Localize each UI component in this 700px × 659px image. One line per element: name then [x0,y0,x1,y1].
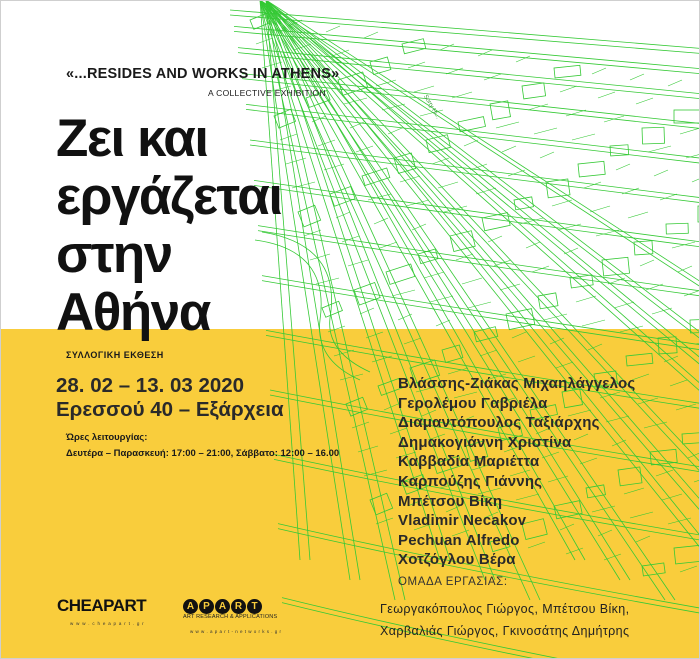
artist-name: Vladimir Necakov [398,512,527,530]
artist-name: Καρπούζης Γιάννης [398,472,543,490]
artist-list [398,374,635,570]
cheapart-logo: CHEAPART [57,596,147,615]
team-members-line-2: Χαρβαλιάς Γιώργος, Γκινοσάτης Δημήτρης [380,624,630,638]
artist-name: Δημακογιάννη Χριστίνα [398,433,572,451]
artist-name: Μπέτσου Βίκη [398,492,503,510]
exhibition-address: Ερεσσού 40 – Εξάρχεια [56,398,284,421]
team-label: ΟΜΑΔΑ ΕΡΓΑΣΙΑΣ: [398,576,508,588]
exhibition-label: ΣΥΛΛΟΓΙΚΗ ΕΚΘΕΣΗ [66,350,164,360]
map-street-label: Sorry Hi... [422,93,441,121]
english-title: «...RESIDES AND WORKS IN ATHENS» [66,66,340,82]
artist-name: Διαμαντόπουλος Ταξιάρχης [398,414,600,432]
apart-letter: A [183,599,198,614]
english-subtitle: A COLLECTIVE EXHIBITION [208,88,326,98]
apart-letter: P [199,599,214,614]
artist-name: Γερολέμου Γαβριέλα [398,394,548,412]
apart-letter: T [247,599,262,614]
greek-title: Ζει και εργάζεται στην Αθήνα [56,109,282,342]
hours-label: Ώρες λειτουργίας: [66,432,148,443]
apart-url: w w w . a p a r t - n e t w o r k s . g r [190,629,282,634]
artist-name: Βλάσσης-Ζιάκας Μιχαηλάγγελος [398,375,636,392]
hours-value: Δευτέρα – Παρασκευή: 17:00 – 21:00, Σάββατο: 12:00 – 16.00 [66,448,340,459]
cheapart-url: w w w . c h e a p a r t . g r [70,621,145,626]
exhibition-dates: 28. 02 – 13. 03 2020 [56,374,245,397]
apart-letter: A [215,599,230,614]
artist-name: Καββαδία Μαριέττα [398,453,540,471]
apart-logo [183,596,263,614]
artist-name: Pechuan Alfredo [398,531,520,549]
artist-name: Χοτζόγλου Βέρα [398,551,516,569]
apart-letter: R [231,599,246,614]
apart-tagline: ART RESEARCH & APPLICATIONS [183,614,278,620]
team-members-line-1: Γεωργακόπουλος Γιώργος, Μπέτσου Βίκη, [380,602,630,616]
